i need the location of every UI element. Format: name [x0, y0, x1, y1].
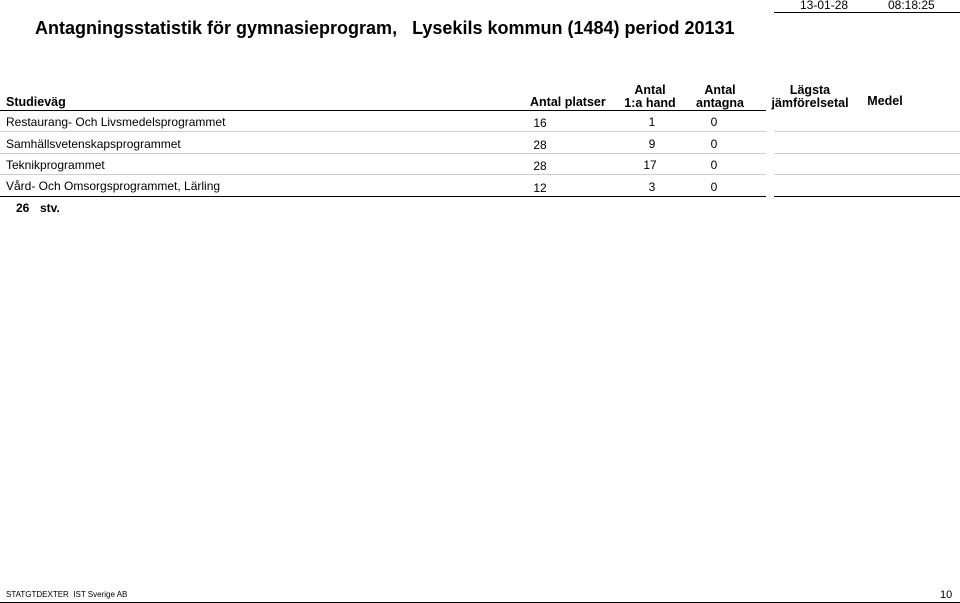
column-header-platser: Antal platser — [530, 95, 606, 109]
summary-count: 26 — [16, 201, 30, 215]
row-antagna: 0 — [710, 158, 718, 172]
row-studievag: Samhällsvetenskapsprogrammet — [6, 137, 181, 151]
row-divider — [0, 131, 766, 132]
row-platser: 16 — [533, 116, 547, 130]
row-divider-right — [774, 174, 960, 175]
row-antagna: 0 — [710, 137, 718, 151]
report-title: Antagningsstatistik för gymnasieprogram, Lysekils kommun (1484) period 20131 — [35, 18, 735, 38]
print-date: 13-01-28 — [800, 0, 849, 12]
column-header-medel: Medel — [867, 94, 903, 108]
column-header-lagsta-line2: jämförelsetal — [771, 96, 849, 110]
row-studievag: Teknikprogrammet — [6, 158, 105, 172]
table-bottom-rule-right — [774, 196, 960, 197]
row-divider — [0, 153, 766, 154]
page-number: 10 — [940, 589, 953, 601]
column-header-lagsta-line1: Lägsta — [789, 83, 831, 97]
column-header-antagna-line1: Antal — [704, 83, 736, 97]
row-platser: 12 — [533, 181, 547, 195]
column-header-forsta-line2: 1:a hand — [624, 96, 676, 110]
row-divider — [0, 174, 766, 175]
column-header-antagna-line2: antagna — [696, 96, 744, 110]
print-time: 08:18:25 — [888, 0, 935, 12]
row-forsta-hand: 1 — [648, 115, 656, 129]
column-header-antagna — [690, 84, 750, 110]
summary-unit: stv. — [40, 201, 60, 215]
row-antagna: 0 — [710, 180, 718, 194]
table-header-rule — [0, 110, 766, 111]
column-header-forsta-line1: Antal — [634, 83, 666, 97]
row-divider-right — [774, 153, 960, 154]
footer-source: STATGTDEXTER IST Sverige AB — [6, 590, 128, 599]
row-antagna: 0 — [710, 115, 718, 129]
row-forsta-hand: 17 — [643, 158, 657, 172]
row-studievag: Restaurang- Och Livsmedelsprogrammet — [6, 115, 226, 129]
column-header-studievag: Studieväg — [6, 95, 66, 109]
table-bottom-rule — [0, 196, 766, 197]
row-platser: 28 — [533, 159, 547, 173]
row-platser: 28 — [533, 138, 547, 152]
row-forsta-hand: 9 — [648, 137, 656, 151]
row-studievag: Vård- Och Omsorgsprogrammet, Lärling — [6, 179, 221, 193]
column-header-lagsta — [770, 84, 850, 110]
column-header-forsta-hand — [610, 84, 690, 110]
header-rule — [774, 12, 960, 13]
row-divider-right — [774, 131, 960, 132]
row-forsta-hand: 3 — [648, 180, 656, 194]
